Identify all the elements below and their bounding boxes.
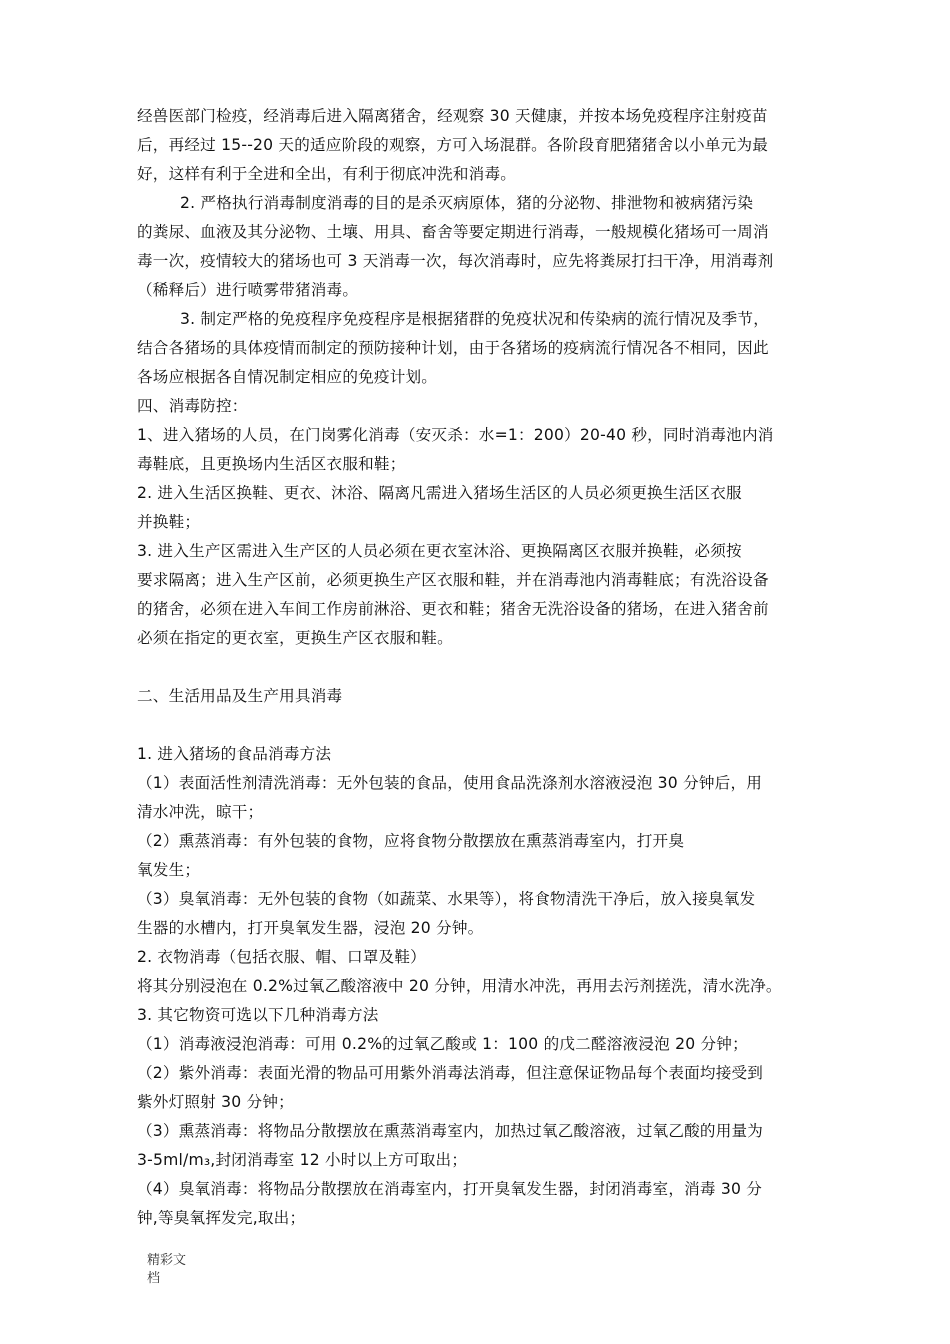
text-line: 的粪尿、血液及其分泌物、土壤、用具、畜舍等要定期进行消毒，一般规模化猪场可一周消	[137, 223, 769, 241]
text-line: 结合各猪场的具体疫情而制定的预防接种计划，由于各猪场的疫病流行情况各不相同，因此	[137, 339, 769, 357]
document-body	[137, 102, 819, 1233]
text-line: 3. 进入生产区需进入生产区的人员必须在更衣室沐浴、更换隔离区衣服并换鞋，必须按	[137, 542, 742, 560]
text-line: 紫外灯照射 30 分钟；	[137, 1093, 294, 1111]
text-line: 后，再经过 15--20 天的适应阶段的观察，方可入场混群。各阶段育肥猪猪舍以小单元为最	[137, 136, 769, 154]
text-line: （3）熏蒸消毒：将物品分散摆放在熏蒸消毒室内，加热过氧乙酸溶液，过氧乙酸的用量为	[137, 1122, 764, 1140]
text-line: 各场应根据各自情况制定相应的免疫计划。	[137, 368, 438, 386]
text-line: （1）表面活性剂清洗消毒：无外包装的食品，使用食品洗涤剂水溶液浸泡 30 分钟后，用	[137, 774, 763, 792]
text-line: 将其分别浸泡在 0.2%过氧乙酸溶液中 20 分钟，用清水冲洗，再用去污剂搓洗，清水洗净。	[137, 977, 782, 995]
text-line: （3）臭氧消毒：无外包装的食物（如蔬菜、水果等），将食物清洗干净后，放入接臭氧发	[137, 890, 756, 908]
text-line: 好，这样有利于全进和全出，有利于彻底冲洗和消毒。	[137, 165, 517, 183]
blank-line	[137, 711, 819, 740]
text-line: 氧发生；	[137, 861, 201, 879]
text-line: 并换鞋；	[137, 513, 201, 531]
footer-line: 档	[147, 1271, 161, 1286]
text-line: 的猪舍，必须在进入车间工作房前淋浴、更衣和鞋；猪舍无洗浴设备的猪场，在进入猪舍前	[137, 600, 769, 618]
text-line: 1、进入猪场的人员，在门岗雾化消毒（安灭杀：水=1：200）20-40 秒，同时消毒池内消	[137, 426, 774, 444]
text-line: （4）臭氧消毒：将物品分散摆放在消毒室内，打开臭氧发生器，封闭消毒室，消毒 30 分	[137, 1180, 763, 1198]
text-line: 经兽医部门检疫，经消毒后进入隔离猪舍，经观察 30 天健康，并按本场免疫程序注射疫苗	[137, 107, 768, 125]
text-line: 钟,等臭氧挥发完,取出；	[137, 1209, 306, 1227]
text-line: 必须在指定的更衣室，更换生产区衣服和鞋。	[137, 629, 453, 647]
blank-line	[137, 653, 819, 682]
section-heading: 四、消毒防控：	[137, 397, 248, 415]
text-line: （1）消毒液浸泡消毒：可用 0.2%的过氧乙酸或 1：100 的戊二醛溶液浸泡 20 分钟；	[137, 1035, 748, 1053]
text-line: （2）紫外消毒：表面光滑的物品可用紫外消毒法消毒，但注意保证物品每个表面均接受到	[137, 1064, 764, 1082]
text-line: 2. 严格执行消毒制度消毒的目的是杀灭病原体，猪的分泌物、排泄物和被病猪污染	[180, 194, 754, 212]
text-line: 3. 制定严格的免疫程序免疫程序是根据猪群的免疫状况和传染病的流行情况及季节，	[180, 310, 770, 328]
text-line: 3-5ml/m₃,封闭消毒室 12 小时以上方可取出；	[137, 1151, 468, 1169]
text-line: （稀释后）进行喷雾带猪消毒。	[137, 281, 359, 299]
text-line: 毒鞋底，且更换场内生活区衣服和鞋；	[137, 455, 406, 473]
text-line: 2. 进入生活区换鞋、更衣、沐浴、隔离凡需进入猪场生活区的人员必须更换生活区衣服	[137, 484, 742, 502]
text-line: 3. 其它物资可选以下几种消毒方法	[137, 1006, 379, 1024]
text-line: 要求隔离；进入生产区前，必须更换生产区衣服和鞋，并在消毒池内消毒鞋底；有洗浴设备	[137, 571, 769, 589]
text-line: （2）熏蒸消毒：有外包装的食物，应将食物分散摆放在熏蒸消毒室内，打开臭	[137, 832, 685, 850]
text-line: 生器的水槽内，打开臭氧发生器，浸泡 20 分钟。	[137, 919, 484, 937]
footer-watermark	[147, 1252, 186, 1288]
text-line: 1. 进入猪场的食品消毒方法	[137, 745, 332, 763]
text-line: 毒一次，疫情较大的猪场也可 3 天消毒一次，每次消毒时，应先将粪尿打扫干净，用消毒剂	[137, 252, 774, 270]
text-line: 清水冲洗，晾干；	[137, 803, 264, 821]
section-heading: 二、生活用品及生产用具消毒	[137, 687, 343, 705]
footer-line: 精彩文	[147, 1253, 187, 1268]
text-line: 2. 衣物消毒（包括衣服、帽、口罩及鞋）	[137, 948, 426, 966]
